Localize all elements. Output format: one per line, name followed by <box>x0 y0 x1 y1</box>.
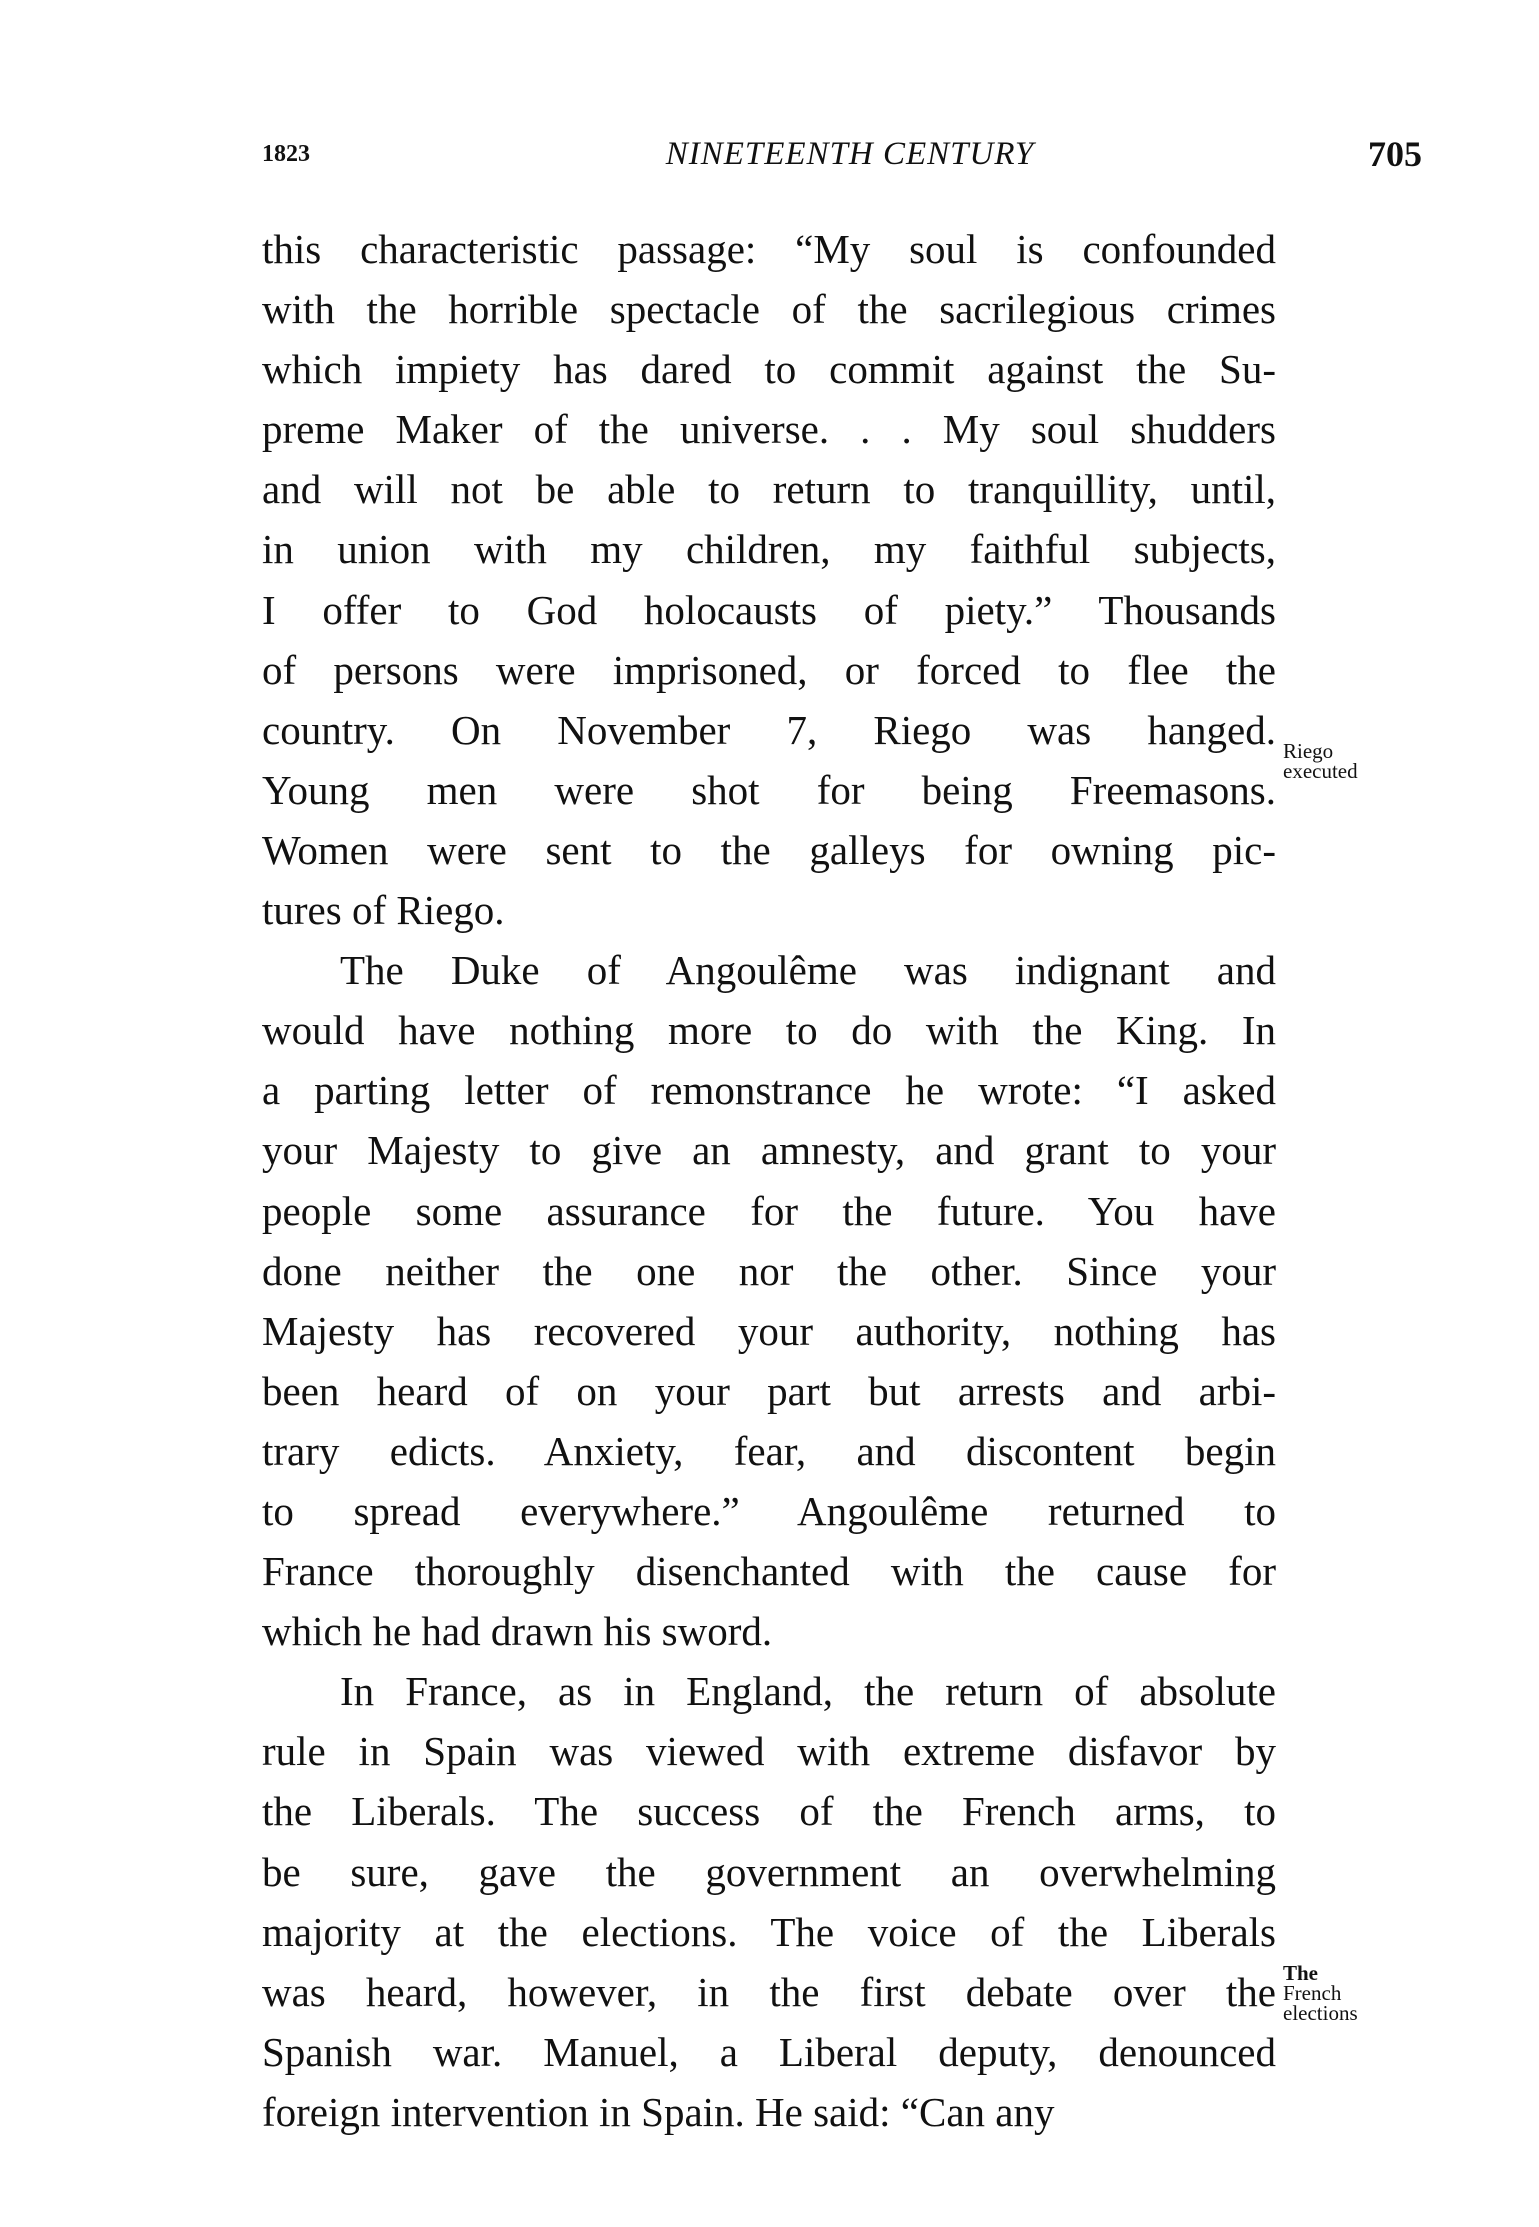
text-line: this characteristic passage: “My soul is confounded <box>262 226 1276 272</box>
text-line: your Majesty to give an amnesty, and grant to your <box>262 1127 1276 1174</box>
text-line: which impiety has dared to commit against the Su- <box>262 346 1276 393</box>
text-line: Spanish war. Manuel, a Liberal deputy, denounced <box>262 2028 1276 2075</box>
margin-note-line: The <box>1283 1961 1319 1985</box>
text-line: rule in Spain was viewed with extreme disfavor by <box>262 1728 1276 1775</box>
text-line: foreign intervention in Spain. He said: “Can any <box>262 2088 1055 2135</box>
paragraph <box>262 940 1276 1661</box>
text-line: people some assurance for the future. You have <box>262 1187 1276 1234</box>
page-number: 705 <box>1368 134 1422 174</box>
text-line: with the horrible spectacle of the sacrilegious crimes <box>262 286 1276 333</box>
text-line: I offer to God holocausts of piety.” Thousands <box>262 586 1276 633</box>
text-line: Young men were shot for being Freemasons. <box>262 766 1276 813</box>
margin-note-french-elections <box>1283 1963 1358 2023</box>
text-line: majority at the elections. The voice of the Liberals <box>262 1908 1276 1955</box>
text-line: would have nothing more to do with the King. In <box>262 1007 1276 1054</box>
text-line: to spread everywhere.” Angoulême returned to <box>262 1487 1276 1534</box>
text-line: trary edicts. Anxiety, fear, and discontent begin <box>262 1427 1276 1474</box>
margin-note-line: Riego <box>1283 739 1334 763</box>
text-line: which he had drawn his sword. <box>262 1608 773 1655</box>
text-line: of persons were imprisoned, or forced to flee the <box>262 646 1276 693</box>
text-line: In France, as in England, the return of absolute <box>340 1668 1276 1715</box>
text-line: been heard of on your part but arrests and arbi- <box>262 1367 1276 1414</box>
paragraph <box>262 219 1276 940</box>
text-line: preme Maker of the universe. . . My soul shudders <box>262 406 1276 453</box>
body-text <box>262 219 1276 2142</box>
text-line: a parting letter of remonstrance he wrote: “I asked <box>262 1067 1276 1114</box>
margin-note-line: executed <box>1283 759 1358 783</box>
text-line: done neither the one nor the other. Since your <box>262 1247 1276 1294</box>
margin-note-line: elections <box>1283 2001 1358 2025</box>
margin-note-line: French <box>1283 1981 1342 2005</box>
text-line: was heard, however, in the first debate over the <box>262 1968 1276 2015</box>
margin-note-riego-executed <box>1283 741 1358 781</box>
text-line: Women were sent to the galleys for owning pic- <box>262 826 1276 873</box>
text-line: be sure, gave the government an overwhelming <box>262 1848 1276 1895</box>
paragraph <box>262 1661 1276 2142</box>
running-head-year: 1823 <box>262 141 310 167</box>
text-line: in union with my children, my faithful subjects, <box>262 526 1276 573</box>
text-line: The Duke of Angoulême was indignant and <box>340 947 1276 994</box>
running-head-title: NINETEENTH CENTURY <box>665 136 1035 172</box>
text-line: the Liberals. The success of the French arms, to <box>262 1788 1276 1835</box>
text-line: Majesty has recovered your authority, nothing has <box>262 1307 1276 1354</box>
text-line: tures of Riego. <box>262 887 505 934</box>
text-line: country. On November 7, Riego was hanged. <box>262 706 1276 753</box>
text-line: France thoroughly disenchanted with the cause for <box>262 1548 1276 1595</box>
text-line: and will not be able to return to tranquillity, until, <box>262 466 1276 513</box>
